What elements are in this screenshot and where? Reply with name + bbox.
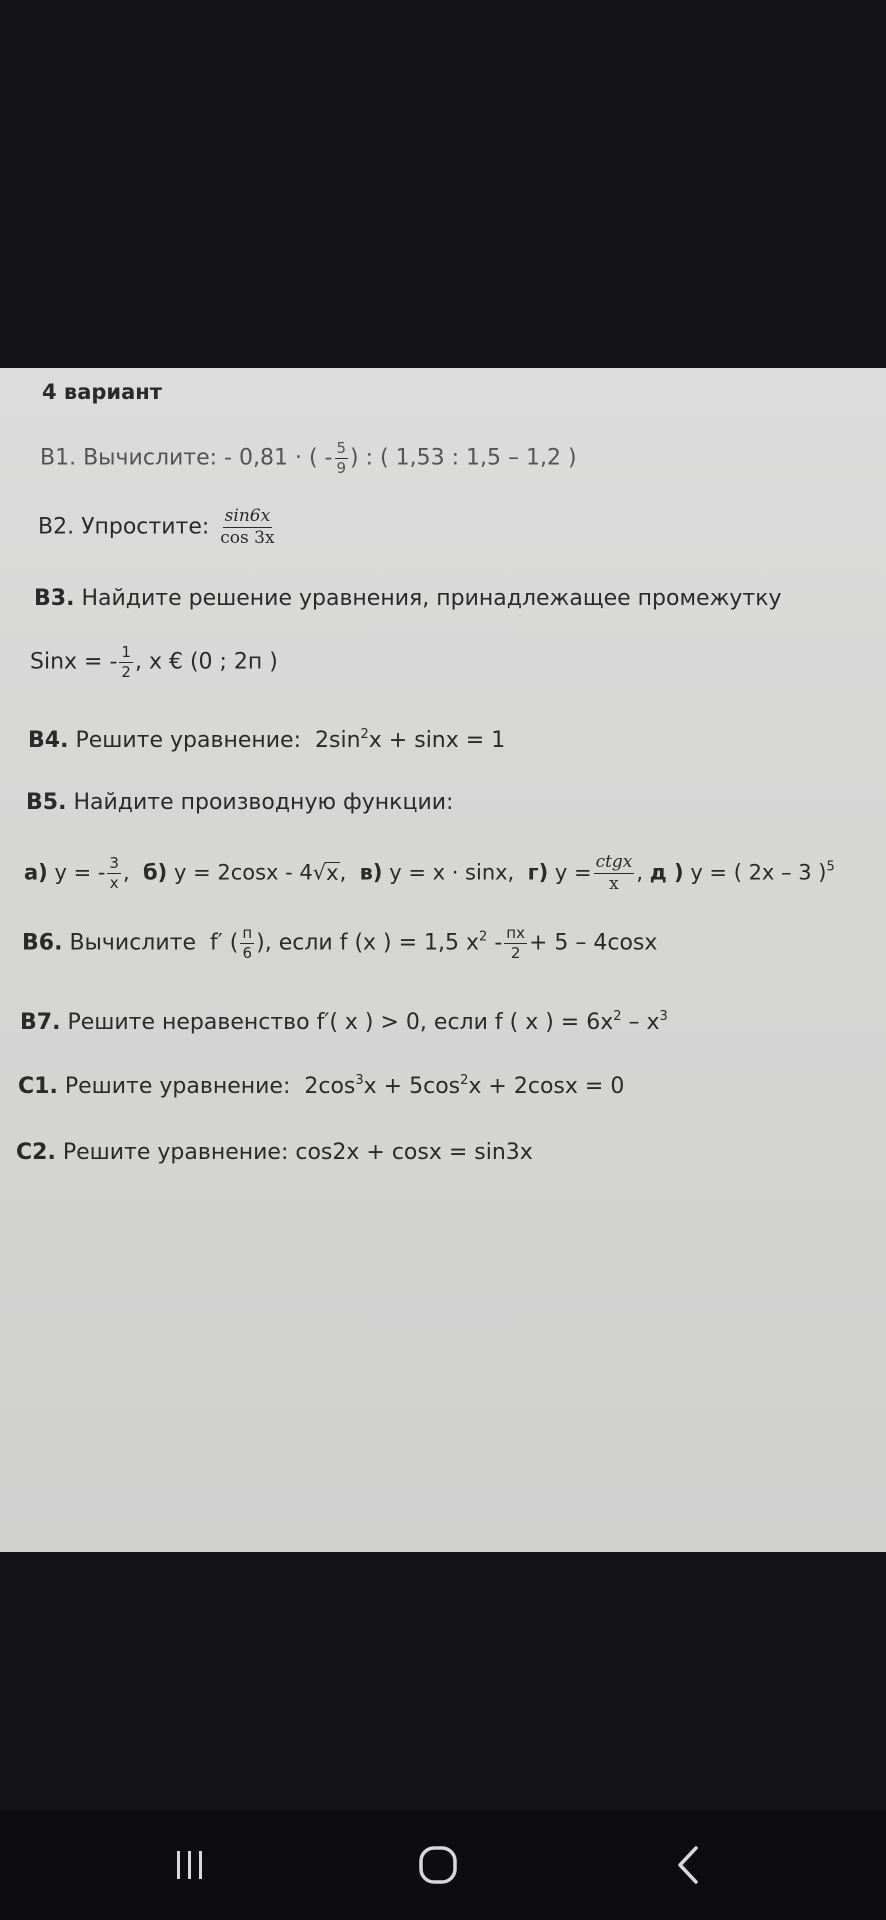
fraction: $\frac{пx}{2}$	[506, 924, 525, 962]
navigation-bar	[0, 1810, 886, 1920]
task-label: В5.	[26, 790, 67, 815]
task-b5	[26, 792, 453, 814]
task-b4: В4. Решите уравнение: $2\sin^2x + \sin x = 1$	[28, 727, 506, 753]
task-label: В2.	[38, 514, 75, 540]
task-text: Найдите производную функции:	[73, 790, 454, 815]
task-b2	[38, 508, 279, 547]
task-label: С2.	[16, 1140, 56, 1165]
task-label: В7.	[20, 1010, 61, 1035]
task-b3	[34, 588, 782, 610]
recents-button[interactable]	[130, 1810, 250, 1920]
task-label: В1.	[40, 445, 77, 471]
task-c2	[16, 1142, 533, 1164]
expr-part: - 0,81 · ( -	[224, 445, 333, 471]
back-icon	[668, 1843, 708, 1887]
task-b1	[40, 441, 577, 476]
recents-icon	[170, 1845, 210, 1885]
expr-part: ) : ( 1,53 : 1,5 – 1,2 )	[350, 445, 577, 471]
task-label: В6.	[22, 930, 63, 956]
task-b3-equation: Sinx = - $\frac{1}{2}$ , x € (0 ; 2п )	[30, 643, 278, 681]
task-text: Решите уравнение:	[64, 1074, 291, 1099]
task-b5-functions: а) y = - $\frac{3}{x}$ , б) y = 2cosx - 4√x, в) y = x · sinx, г) y = $\frac{\text{ctgx}}{x}$ , д ) y = ( 2x – 3 )$^5$	[24, 852, 835, 894]
variant-title: 4 вариант	[42, 380, 162, 404]
worksheet-photo[interactable]	[0, 368, 886, 1552]
fraction: $\frac{3}{x}$	[109, 854, 119, 892]
back-button[interactable]	[628, 1810, 748, 1920]
task-text: Решите уравнение: cos2x + cosx = sin3x	[62, 1140, 533, 1165]
fraction: $\frac{1}{2}$	[121, 643, 131, 681]
task-b7: В7. Решите неравенство f′( x ) > 0, если f ( x ) = $6x^2 - x^3$	[20, 1009, 668, 1035]
task-text: Решите уравнение:	[75, 728, 301, 753]
task-c1: С1. Решите уравнение: $2\cos^3x + 5\cos^2x + 2\cos x = 0$	[18, 1073, 625, 1099]
fraction: $\frac{5}{9}$	[336, 439, 347, 477]
task-label: В3.	[34, 586, 75, 611]
task-text: Найдите решение уравнения, принадлежащее промежутку	[81, 586, 782, 611]
task-text: Вычислите	[69, 930, 197, 956]
task-b6: В6. Вычислите f′ ( $\frac{п}{6}$ ), если f (x ) = 1,5 $x^2$ - $\frac{пx}{2}$ + 5 – 4cosx	[22, 924, 658, 962]
fraction: $\frac{\text{ctgx}}{x}$	[595, 852, 633, 894]
task-text: Решите неравенство f′( x ) > 0, если f ( x ) = 6x	[67, 1010, 614, 1035]
task-text: Вычислите:	[83, 445, 218, 471]
task-text: Упростите:	[81, 514, 210, 540]
fraction: $\frac{п}{6}$	[242, 924, 253, 962]
task-label: С1.	[18, 1074, 58, 1099]
home-icon	[416, 1843, 460, 1887]
home-button[interactable]	[378, 1810, 498, 1920]
task-label: В4.	[28, 728, 69, 753]
sqrt-symbol: √	[312, 860, 327, 885]
fraction: $\frac{\sin 6x}{\cos 3x}$	[220, 506, 275, 548]
